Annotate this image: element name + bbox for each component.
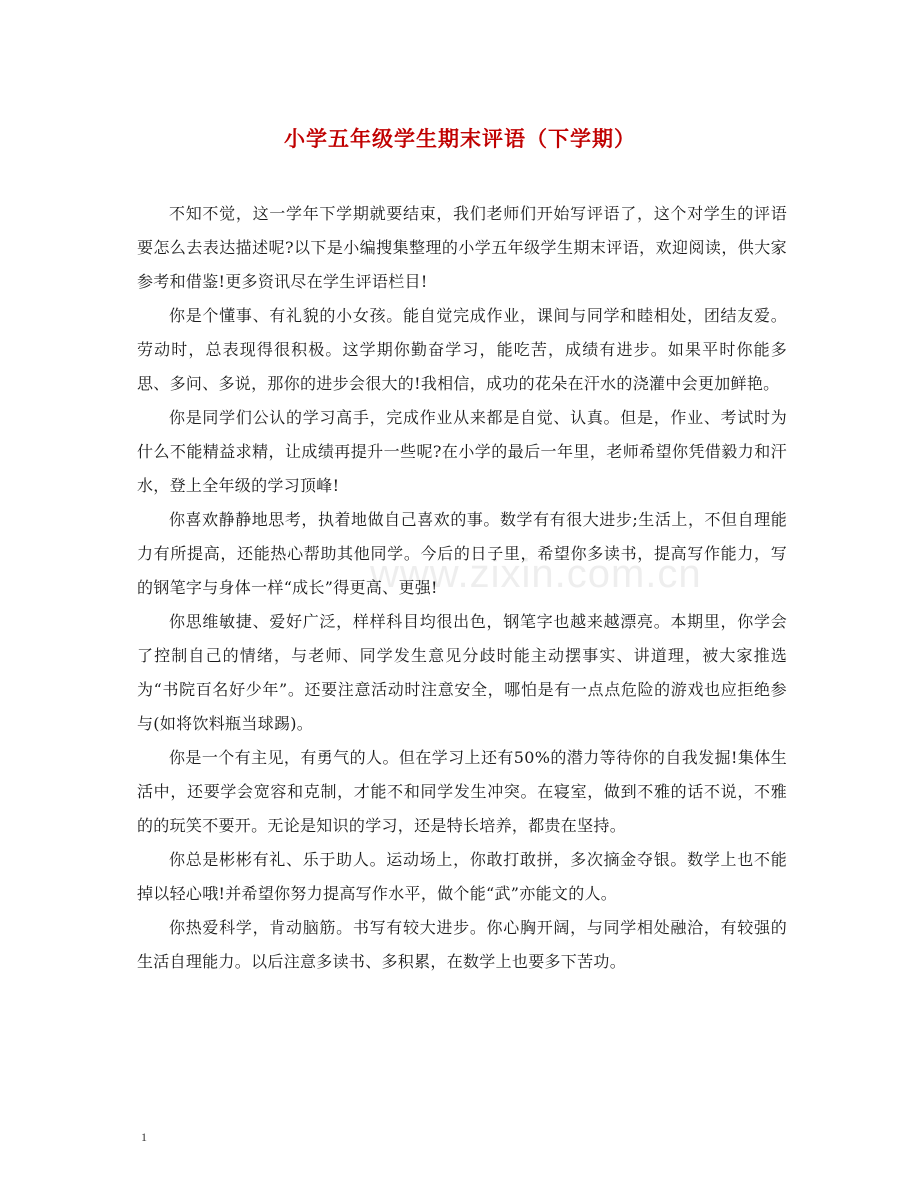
comment-paragraph-7: 你热爱科学，肯动脑筋。书写有较大进步。你心胸开阔，与同学相处融洽，有较强的生活自理能力。以后注意多读书、多积累，在数学上也要多下苦功。 (137, 918, 787, 971)
comment-paragraph-5: 你是一个有主见，有勇气的人。但在学习上还有50%的潜力等待你的自我发掘!集体生活中，还要学会宽容和克制，才能不和同学发生冲突。在寝室，做到不雅的话不说，不雅的的玩笑不要开。无论是知识的学习，还是特长培养，都贵在坚持。 (137, 748, 787, 835)
page-number: 1 (141, 1130, 147, 1144)
document-title: 小学五年级学生期末评语（下学期） (284, 126, 636, 151)
intro-paragraph: 不知不觉，这一学年下学期就要结束，我们老师们开始写评语了，这个对学生的评语要怎么去表达描述呢?以下是小编搜集整理的小学五年级学生期末评语，欢迎阅读，供大家参考和借鉴!更多资讯尽在学生评语栏目! (137, 204, 787, 291)
comment-paragraph-3: 你喜欢静静地思考，执着地做自己喜欢的事。数学有有很大进步;生活上，不但自理能力有所提高，还能热心帮助其他同学。今后的日子里，希望你多读书，提高写作能力，写的钢笔字与身体一样“成长”得更高、更强! (137, 510, 787, 597)
comment-paragraph-4: 你思维敏捷、爱好广泛，样样科目均很出色，钢笔字也越来越漂亮。本期里，你学会了控制自己的情绪，与老师、同学发生意见分歧时能主动摆事实、讲道理，被大家推选为“书院百名好少年”。还要注意活动时注意安全，哪怕是有一点点危险的游戏也应拒绝参与(如将饮料瓶当球踢)。 (137, 612, 787, 733)
comment-paragraph-2: 你是同学们公认的学习高手，完成作业从来都是自觉、认真。但是，作业、考试时为什么不能精益求精，让成绩再提升一些呢?在小学的最后一年里，老师希望你凭借毅力和汗水，登上全年级的学习顶峰! (137, 408, 787, 495)
comment-paragraph-1: 你是个懂事、有礼貌的小女孩。能自觉完成作业，课间与同学和睦相处，团结友爱。劳动时，总表现得很积极。这学期你勤奋学习，能吃苦，成绩有进步。如果平时你能多思、多问、多说，那你的进步会很大的!我相信，成功的花朵在汗水的浇灌中会更加鲜艳。 (137, 306, 787, 393)
document-body (137, 197, 787, 979)
watermark: www.zixin.com.cn (370, 552, 702, 596)
comment-paragraph-6: 你总是彬彬有礼、乐于助人。运动场上，你敢打敢拼，多次摘金夺银。数学上也不能掉以轻心哦!并希望你努力提高写作水平，做个能“武”亦能文的人。 (137, 850, 787, 903)
